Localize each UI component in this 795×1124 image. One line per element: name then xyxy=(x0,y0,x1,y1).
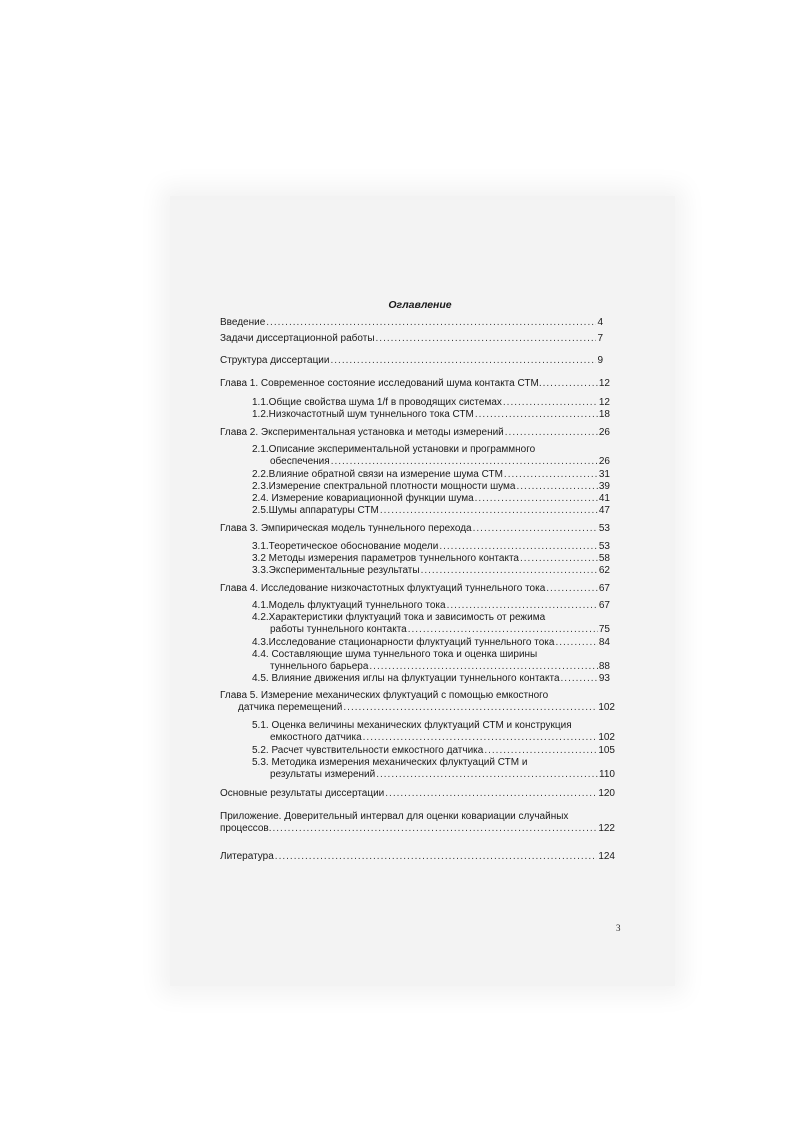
leader-dots xyxy=(439,541,598,553)
leader-dots xyxy=(408,624,598,636)
toc-entry xyxy=(220,583,610,595)
toc-entry-page: 84 xyxy=(598,637,610,648)
toc-entry xyxy=(252,397,610,409)
leader-dots xyxy=(385,788,597,800)
toc-entry-text-continued: процессов. xyxy=(220,823,272,834)
toc-entry-page: 75 xyxy=(598,624,610,635)
leader-dots xyxy=(475,409,598,421)
toc-entry-page: 124 xyxy=(598,851,615,862)
toc-entry-page: 110 xyxy=(599,769,615,780)
toc-entry-text: 5.2. Расчет чувствительности емкостного датчика xyxy=(252,745,484,756)
toc-entry xyxy=(252,612,610,636)
toc-entry-text: 3.3.Экспериментальные результаты xyxy=(252,565,420,576)
leader-dots xyxy=(473,523,598,535)
toc-entry-page: 67 xyxy=(598,600,610,611)
toc-entry-text: Глава 5. Измерение механических флуктуаций с помощью емкостного xyxy=(220,690,549,701)
toc-entry-page: 105 xyxy=(598,745,615,756)
leader-dots xyxy=(421,565,598,577)
toc-entry-text: 5.1. Оценка величины механических флуктуаций СТМ и конструкция xyxy=(252,720,572,731)
leader-dots xyxy=(475,493,598,505)
toc-entry xyxy=(220,427,610,439)
toc-entry-text-continued: работы туннельного контакта xyxy=(270,624,407,635)
toc-entry xyxy=(220,690,615,714)
toc-entry xyxy=(220,378,610,390)
toc-entry-text: 2.3.Измерение спектральной плотности мощности шума xyxy=(252,481,516,492)
toc-entry-page: 62 xyxy=(598,565,610,576)
toc-entry xyxy=(220,355,603,367)
toc-entry-text: 3.2 Методы измерения параметров туннельного контакта xyxy=(252,553,519,564)
leader-dots xyxy=(376,333,597,345)
toc-entry-page: 122 xyxy=(598,823,615,834)
leader-dots xyxy=(331,456,598,468)
leader-dots xyxy=(343,702,597,714)
leader-dots xyxy=(266,317,596,329)
toc-entry-text: 4.4. Составляющие шума туннельного тока и оценка ширины xyxy=(252,649,538,660)
toc-entry-page: 31 xyxy=(598,469,610,480)
toc-entry xyxy=(252,409,610,421)
leader-dots xyxy=(561,673,598,685)
toc-entry xyxy=(252,757,615,781)
toc-entry-text: 2.2.Влияние обратной связи на измерение шума СТМ xyxy=(252,469,503,480)
toc-entry-text: Глава 2. Экспериментальная установка и методы измерений xyxy=(220,427,504,438)
leader-dots xyxy=(505,427,598,439)
toc-entry xyxy=(220,317,603,329)
leader-dots xyxy=(272,823,597,835)
toc-entry-text-continued: результаты измерений xyxy=(270,769,376,780)
toc-entry-text-continued: обеспечения xyxy=(270,456,330,467)
toc-entry-page: 47 xyxy=(598,505,610,516)
toc-entry xyxy=(252,649,610,673)
toc-entry-page: 7 xyxy=(597,333,603,344)
toc-entry xyxy=(220,851,615,863)
toc-entry-text: Глава 3. Эмпирическая модель туннельного перехода xyxy=(220,523,472,534)
toc-entry xyxy=(252,481,610,493)
leader-dots xyxy=(376,769,598,781)
toc-entry-page: 26 xyxy=(598,427,610,438)
toc-entry-page: 41 xyxy=(598,493,610,504)
toc-entry-text: 5.3. Методика измерения механических флуктуаций СТМ и xyxy=(252,757,528,768)
toc-entry-page: 67 xyxy=(598,583,610,594)
toc-entry-page: 12 xyxy=(598,378,610,389)
leader-dots xyxy=(380,505,598,517)
toc-entry xyxy=(252,444,610,468)
toc-entry xyxy=(252,673,610,685)
toc-entry-page: 53 xyxy=(598,541,610,552)
toc-entry-text: Введение xyxy=(220,317,266,328)
toc-entry-page: 4 xyxy=(597,317,603,328)
leader-dots xyxy=(369,661,597,673)
leader-dots xyxy=(555,637,597,649)
toc-entry xyxy=(220,811,615,835)
toc-entry-page: 26 xyxy=(598,456,610,467)
toc-entry-text: Приложение. Доверительный интервал для оценки ковариации случайных xyxy=(220,811,569,822)
toc-entry xyxy=(220,523,610,535)
toc-entry xyxy=(252,505,610,517)
toc-entry-text: 2.1.Описание экспериментальной установки и программного xyxy=(252,444,536,455)
toc-entry-text-continued: емкостного датчика xyxy=(270,732,362,743)
toc-entry-text: Основные результаты диссертации xyxy=(220,788,385,799)
toc-entry-page: 58 xyxy=(598,553,610,564)
toc-entry xyxy=(220,333,603,345)
leader-dots xyxy=(363,732,598,744)
toc-entry-text-continued: датчика перемещений xyxy=(238,702,343,713)
toc-entry-page: 88 xyxy=(598,661,610,672)
toc-entry xyxy=(220,788,615,800)
toc-entry-page: 39 xyxy=(598,481,610,492)
toc-entry-text: 4.3.Исследование стационарности флуктуаций туннельного тока xyxy=(252,637,555,648)
toc-entry-text: 4.5. Влияние движения иглы на флуктуации туннельного контакта xyxy=(252,673,560,684)
leader-dots xyxy=(543,378,598,390)
toc-entry-text: 3.1.Теоретическое обоснование модели xyxy=(252,541,439,552)
leader-dots xyxy=(275,851,598,863)
page-number: 3 xyxy=(616,923,621,933)
toc-entry-text: Литература xyxy=(220,851,274,862)
toc-entry-text: Глава 4. Исследование низкочастотных флуктуаций туннельного тока xyxy=(220,583,546,594)
toc-entry-text: Структура диссертации xyxy=(220,355,330,366)
toc-entry xyxy=(252,541,610,553)
toc-entry xyxy=(252,720,615,744)
toc-entry-text: 4.2.Характеристики флуктуаций тока и зависимость от режима xyxy=(252,612,546,623)
toc-entry-page: 9 xyxy=(597,355,603,366)
leader-dots xyxy=(546,583,598,595)
toc-entry xyxy=(252,469,610,481)
toc-entry-text: 4.1.Модель флуктуаций туннельного тока xyxy=(252,600,446,611)
leader-dots xyxy=(520,553,598,565)
toc-entry-page: 53 xyxy=(598,523,610,534)
leader-dots xyxy=(330,355,596,367)
toc-title: Оглавление xyxy=(388,299,452,311)
toc-entry xyxy=(252,565,610,577)
leader-dots xyxy=(484,745,597,757)
toc-entry-text: 1.2.Низкочастотный шум туннельного тока СТМ xyxy=(252,409,474,420)
toc-entry-page: 120 xyxy=(598,788,615,799)
toc-entry-page: 93 xyxy=(598,673,610,684)
toc-entry xyxy=(252,745,615,757)
toc-entry-page: 102 xyxy=(598,702,615,713)
toc-entry-text: 1.1.Общие свойства шума 1/f в проводящих системах xyxy=(252,397,502,408)
toc-entry xyxy=(252,637,610,649)
leader-dots xyxy=(503,397,598,409)
toc-entry-page: 102 xyxy=(598,732,615,743)
toc-entry xyxy=(252,600,610,612)
leader-dots xyxy=(447,600,598,612)
toc-entry-text: Задачи диссертационной работы xyxy=(220,333,375,344)
leader-dots xyxy=(516,481,597,493)
toc-entry xyxy=(252,553,610,565)
toc-entry-page: 18 xyxy=(598,409,610,420)
toc-entry-text: Глава 1. Современное состояние исследований шума контакта СТМ. xyxy=(220,378,542,389)
toc-entry-page: 12 xyxy=(598,397,610,408)
toc-entry-text: 2.5.Шумы аппаратуры СТМ xyxy=(252,505,379,516)
leader-dots xyxy=(504,469,598,481)
toc-entry-text-continued: туннельного барьера xyxy=(270,661,369,672)
toc-entry xyxy=(252,493,610,505)
toc-entry-text: 2.4. Измерение ковариационной функции шума xyxy=(252,493,474,504)
